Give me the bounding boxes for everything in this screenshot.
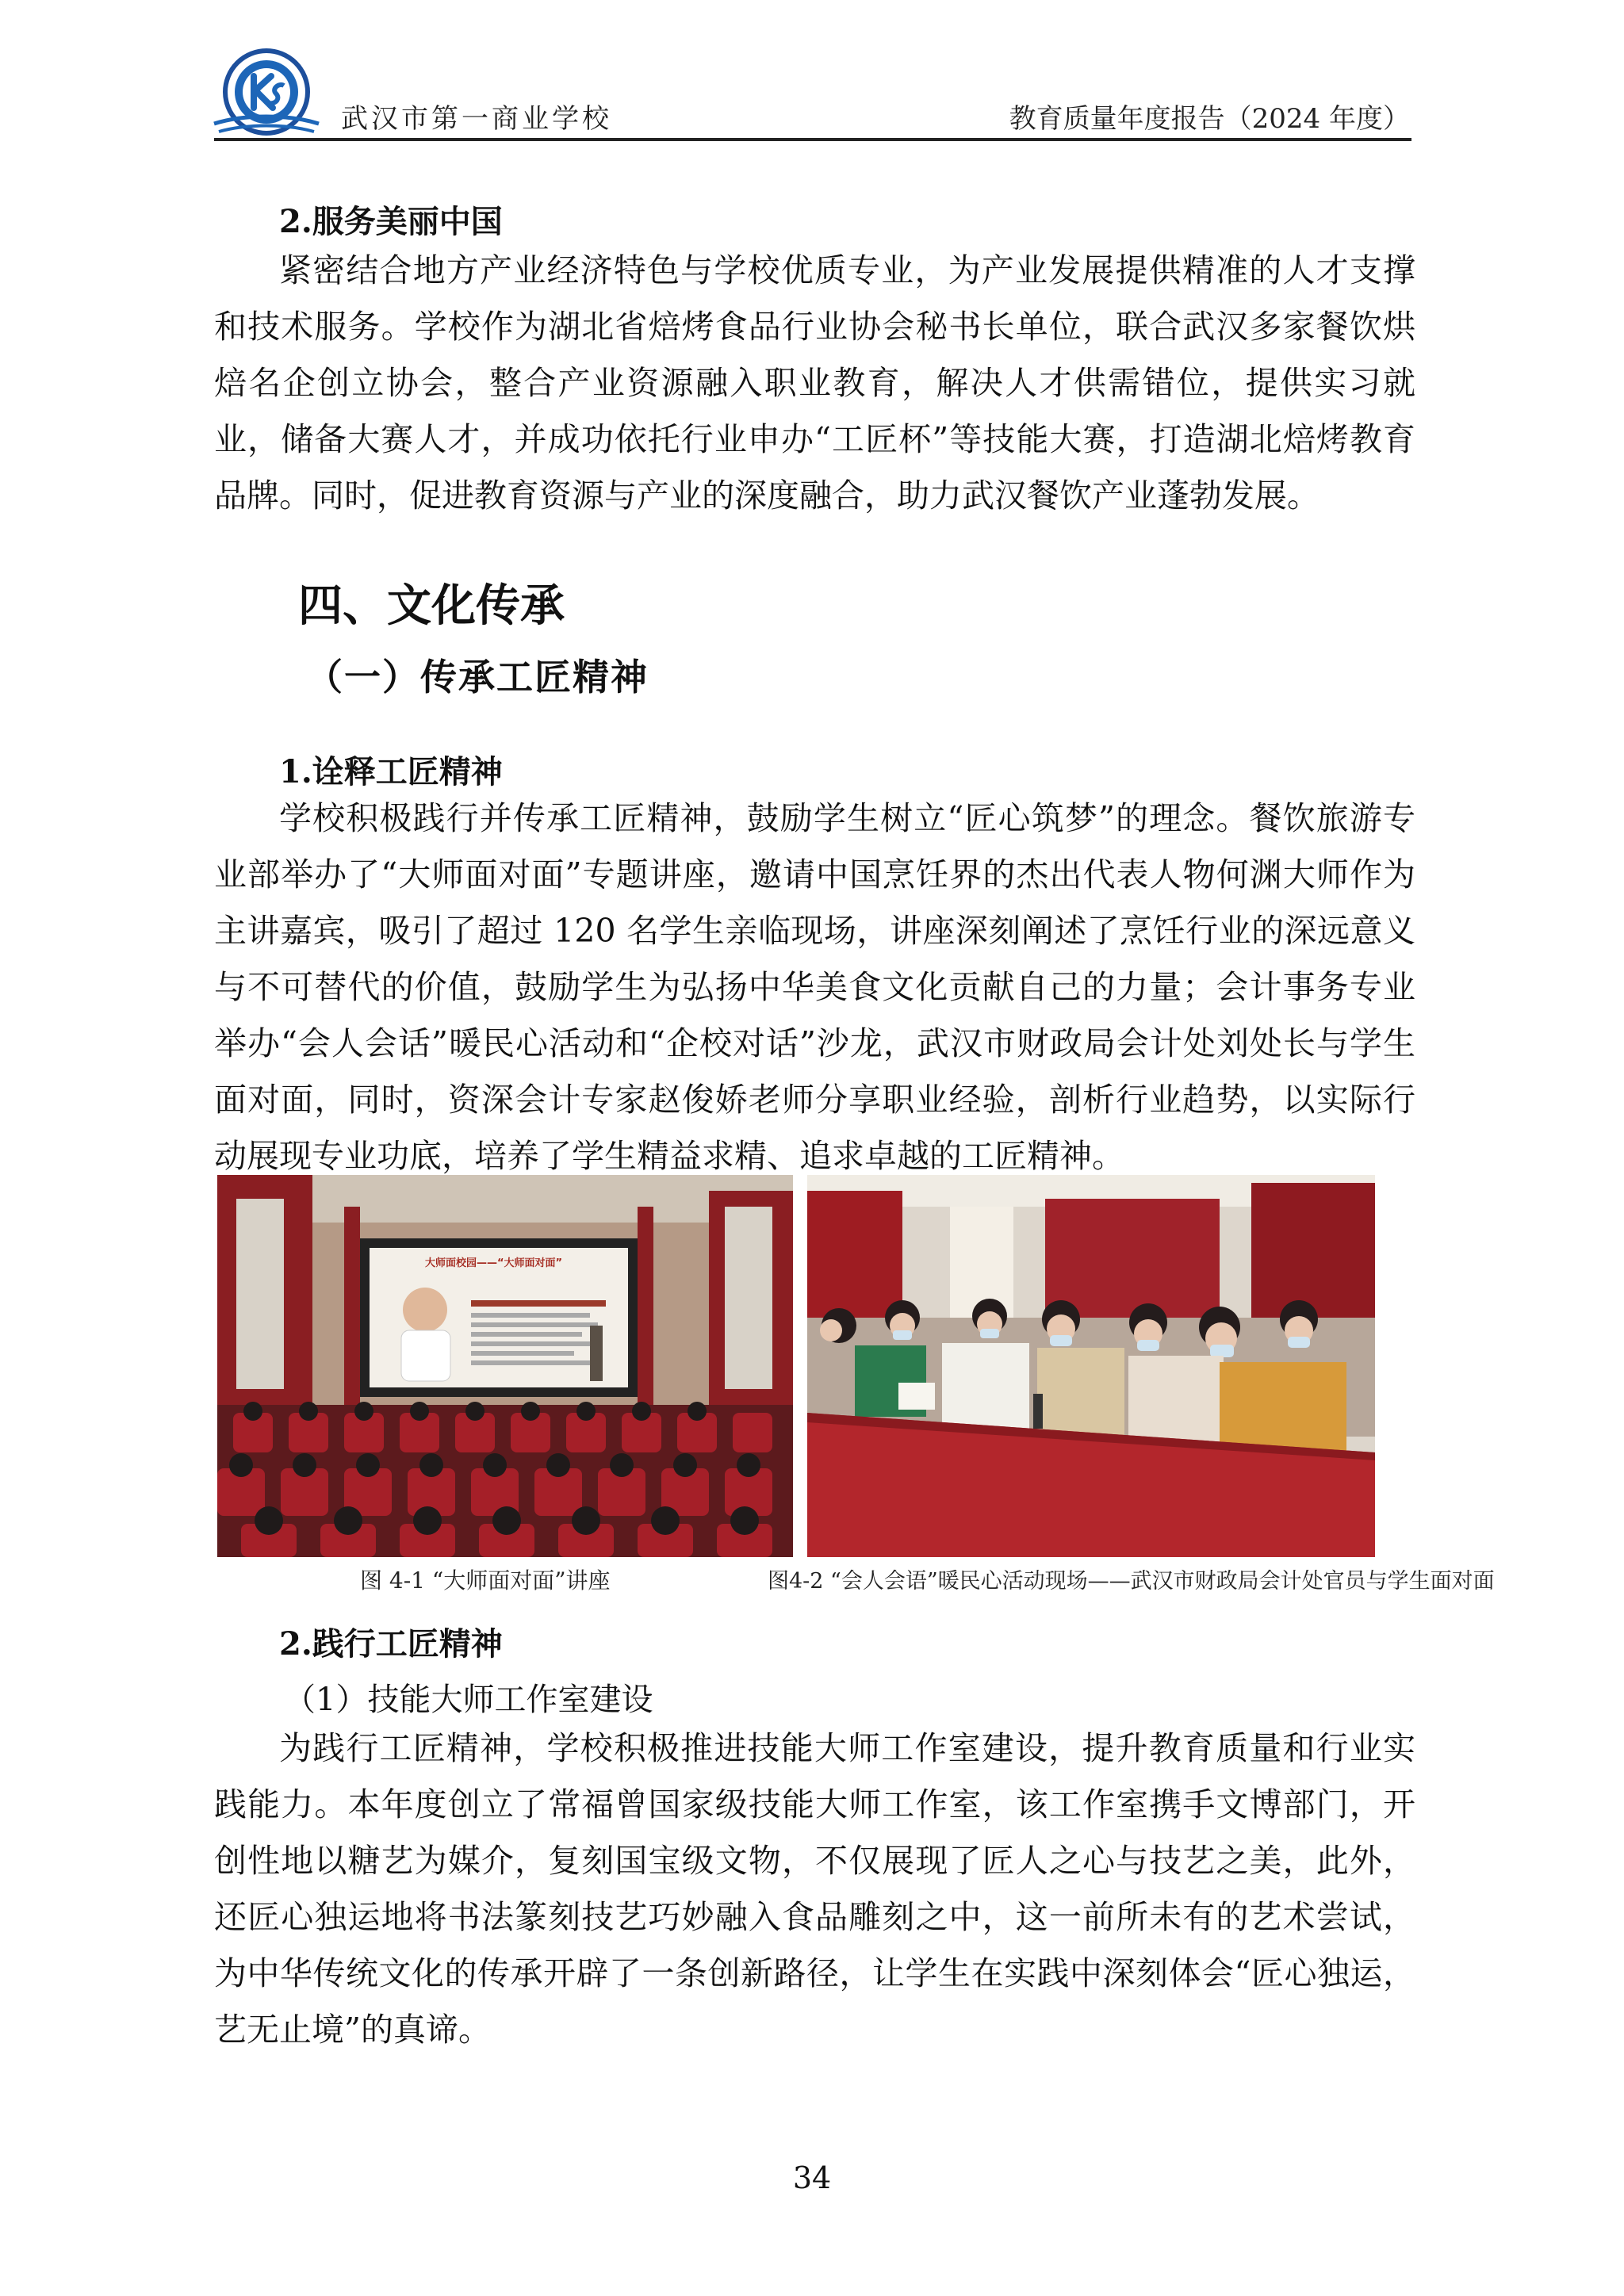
lecture-screen-title: 大师面校园——“大师面对面”	[425, 1257, 563, 1269]
chapter-title: 四、文化传承	[298, 580, 565, 632]
photo-accounting-event-illustration	[807, 1175, 1375, 1557]
paragraph-practice-text: 为践行工匠精神，学校积极推进技能大师工作室建设，提升教育质量和行业实践能力。本年度创立了常福曾国家级技能大师工作室，该工作室携手文博部门，开创性地以糖艺为媒介，复刻国宝级文物，不仅展现了匠人之心与技艺之美，此外，还匠心独运地将书法篆刻技艺巧妙融入食品雕刻之中，这一前所未有的艺术尝试，为中华传统文化的传承开辟了一条创新路径，让学生在实践中深刻体会“匠心独运，艺无止境”的真谛。	[214, 1729, 1415, 2049]
heading-serve-china: 2.服务美丽中国	[279, 203, 503, 240]
header-divider	[214, 138, 1411, 141]
photo-accounting-event	[807, 1175, 1375, 1557]
heading-interpret-craftsmanship: 1.诠释工匠精神	[279, 753, 503, 790]
photo-master-lecture	[217, 1175, 793, 1557]
heading-practice-craftsmanship: 2.践行工匠精神	[279, 1625, 503, 1663]
school-logo	[213, 48, 320, 143]
photo-master-lecture-illustration	[217, 1175, 793, 1557]
report-title: 教育质量年度报告（2024 年度）	[1009, 103, 1410, 135]
figure-4-1-caption: 图 4-1 “大师面对面”讲座	[360, 1567, 611, 1594]
subheading-master-studio: （1）技能大师工作室建设	[284, 1682, 653, 1718]
paragraph-serve-china	[214, 243, 1415, 524]
paragraph-practice-craftsmanship	[214, 1720, 1415, 2058]
page-number: 34	[792, 2160, 832, 2195]
school-name: 武汉市第一商业学校	[341, 103, 612, 135]
paragraph-interpret-craftsmanship	[214, 790, 1415, 1184]
figure-4-2-caption: 图4-2 “会人会语”暖民心活动现场——武汉市财政局会计处官员与学生面对面	[768, 1569, 1495, 1594]
paragraph-interpret-text: 学校积极践行并传承工匠精神，鼓励学生树立“匠心筑梦”的理念。餐饮旅游专业部举办了“大师面对面”专题讲座，邀请中国烹饪界的杰出代表人物何渊大师作为主讲嘉宾，吸引了超过 120 名学生亲临现场，讲座深刻阐述了烹饪行业的深远意义与不可替代的价值，鼓励学生为弘扬中华美食文化贡献自己的力量；会计事务专业举办“会人会话”暖民心活动和“企校对话”沙龙，武汉市财政局会计处刘处长与学生面对面，同时，资深会计专家赵俊娇老师分享职业经验，剖析行业趋势，以实际行动展现专业功底，培养了学生精益求精、追求卓越的工匠精神。	[214, 799, 1415, 1175]
section-title: （一）传承工匠精神	[306, 656, 649, 698]
paragraph-serve-china-text: 紧密结合地方产业经济特色与学校优质专业，为产业发展提供精准的人才支撑和技术服务。学校作为湖北省焙烤食品行业协会秘书长单位，联合武汉多家餐饮烘焙名企创立协会，整合产业资源融入职业教育，解决人才供需错位，提供实习就业，储备大赛人才，并成功依托行业申办“工匠杯”等技能大赛，打造湖北焙烤教育品牌。同时，促进教育资源与产业的深度融合，助力武汉餐饮产业蓬勃发展。	[214, 251, 1415, 515]
